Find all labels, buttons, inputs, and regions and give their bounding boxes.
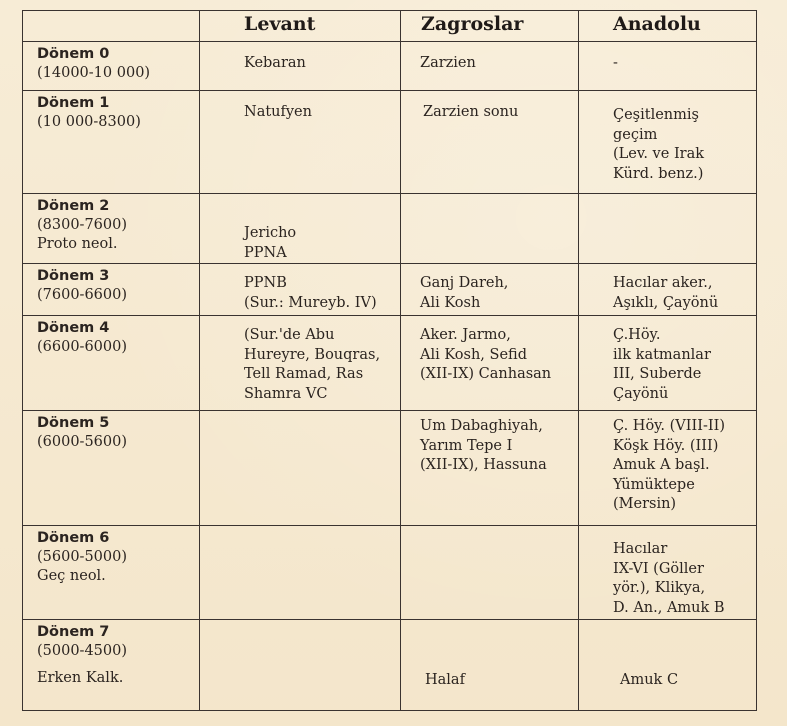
levant-cell: [200, 316, 401, 411]
zagroslar-site-text: Um Dabaghiyah,: [420, 418, 543, 434]
period-cell: [23, 194, 200, 264]
levant-cell: [200, 91, 401, 194]
table-body: [23, 42, 757, 711]
zagroslar-site-text: Yarım Tepe I: [420, 437, 513, 454]
anadolu-cell: [579, 91, 757, 194]
period-cell: [23, 42, 200, 91]
anadolu-site-text: Hacılar aker.,: [613, 275, 713, 291]
anadolu-site-text: Ç.Höy.: [613, 327, 661, 343]
zagroslar-cell: [401, 316, 579, 411]
levant-cell: [200, 194, 401, 264]
levant-cell: [200, 526, 401, 620]
period-detail: (7600-6600): [37, 287, 128, 303]
period-detail: (5000-4500): [37, 643, 128, 659]
anadolu-site-text: -: [613, 55, 618, 71]
period-cell: [23, 526, 200, 620]
table-row: [23, 316, 757, 411]
period-detail: Erken Kalk.: [37, 670, 124, 686]
period-name: Dönem 7: [37, 624, 110, 640]
anadolu-site-text: Yümüktepe: [613, 476, 695, 493]
anadolu-site-text: IX-VI (Göller: [613, 560, 704, 577]
period-name: Dönem 3: [37, 268, 110, 284]
anadolu-cell: [579, 264, 757, 316]
anadolu-site-text: Köşk Höy. (III): [613, 437, 719, 454]
anadolu-site-text: Çeşitlenmiş: [613, 107, 699, 123]
zagroslar-cell: [401, 526, 579, 620]
anadolu-cell: [579, 620, 757, 711]
anadolu-cell: [579, 411, 757, 526]
zagroslar-cell: [401, 194, 579, 264]
period-name: Dönem 5: [37, 415, 110, 431]
zagroslar-cell: [401, 264, 579, 316]
table-row: [23, 620, 757, 711]
period-detail: Proto neol.: [37, 236, 118, 252]
anadolu-site-text: (Mersin): [613, 496, 677, 512]
period-name: Dönem 1: [37, 95, 110, 111]
anadolu-site-text: yör.), Klikya,: [613, 580, 706, 596]
levant-site-text: Jericho: [244, 225, 297, 241]
anadolu-site-text: geçim: [613, 126, 658, 143]
anadolu-site-text: ilk katmanlar: [613, 346, 711, 363]
header-levant: Levant: [200, 11, 401, 42]
period-detail: (10 000-8300): [37, 114, 141, 130]
zagroslar-cell: [401, 620, 579, 711]
levant-cell: [200, 411, 401, 526]
period-detail: (6000-5600): [37, 434, 128, 450]
zagroslar-cell: [401, 42, 579, 91]
zagroslar-site-text: Halaf: [425, 672, 465, 688]
levant-cell: [200, 264, 401, 316]
header-anadolu: Anadolu: [579, 11, 757, 42]
zagroslar-site-text: (XII-IX) Canhasan: [420, 366, 552, 382]
period-detail: (8300-7600): [37, 217, 128, 233]
zagroslar-site-text: Ganj Dareh,: [420, 275, 509, 291]
period-detail: (14000-10 000): [37, 65, 151, 81]
zagroslar-site-text: Zarzien: [420, 55, 476, 71]
table-row: [23, 194, 757, 264]
period-detail: Geç neol.: [37, 568, 106, 584]
zagroslar-site-text: Ali Kosh: [420, 294, 481, 311]
anadolu-cell: [579, 526, 757, 620]
anadolu-site-text: D. An., Amuk B: [613, 599, 725, 616]
levant-cell: [200, 42, 401, 91]
anadolu-site-text: Aşıklı, Çayönü: [613, 294, 719, 311]
levant-site-text: Kebaran: [244, 55, 306, 71]
period-cell: [23, 91, 200, 194]
header-row: [23, 11, 757, 42]
zagroslar-cell: [401, 411, 579, 526]
anadolu-site-text: Çayönü: [613, 385, 669, 402]
period-cell: [23, 264, 200, 316]
anadolu-site-text: Amuk C: [620, 672, 679, 688]
anadolu-cell: [579, 42, 757, 91]
anadolu-site-text: Kürd. benz.): [613, 165, 704, 182]
period-cell: [23, 411, 200, 526]
levant-site-text: (Sur.: Mureyb. IV): [244, 294, 377, 311]
levant-site-text: Tell Ramad, Ras: [244, 366, 364, 382]
levant-site-text: (Sur.'de Abu: [244, 327, 335, 343]
period-cell: [23, 316, 200, 411]
table-row: [23, 411, 757, 526]
anadolu-site-text: Hacılar: [613, 541, 668, 557]
anadolu-site-text: III, Suberde: [613, 366, 702, 382]
table-row: [23, 526, 757, 620]
zagroslar-site-text: Aker. Jarmo,: [420, 327, 511, 343]
period-name: Dönem 2: [37, 198, 110, 214]
anadolu-site-text: Ç. Höy. (VIII-II): [613, 418, 725, 434]
levant-site-text: PPNA: [244, 244, 287, 261]
levant-site-text: Natufyen: [244, 104, 312, 120]
zagroslar-site-text: Zarzien sonu: [423, 104, 519, 120]
period-name: Dönem 4: [37, 320, 110, 336]
period-detail: (6600-6000): [37, 339, 128, 355]
header-zagroslar: Zagroslar: [401, 11, 579, 42]
anadolu-cell: [579, 194, 757, 264]
levant-site-text: Hureyre, Bouqras,: [244, 346, 381, 363]
chronology-table: [22, 10, 757, 711]
table-row: [23, 42, 757, 91]
header-empty-cell: [23, 11, 200, 42]
period-name: Dönem 6: [37, 530, 110, 546]
zagroslar-cell: [401, 91, 579, 194]
table-row: [23, 264, 757, 316]
zagroslar-site-text: (XII-IX), Hassuna: [420, 457, 547, 473]
period-name: Dönem 0: [37, 46, 110, 62]
table-row: [23, 91, 757, 194]
period-detail: (5600-5000): [37, 549, 128, 565]
period-cell: [23, 620, 200, 711]
levant-site-text: Shamra VC: [244, 385, 328, 402]
levant-site-text: PPNB: [244, 275, 287, 291]
anadolu-cell: [579, 316, 757, 411]
levant-cell: [200, 620, 401, 711]
anadolu-site-text: (Lev. ve Irak: [613, 146, 705, 162]
anadolu-site-text: Amuk A başl.: [613, 457, 710, 473]
zagroslar-site-text: Ali Kosh, Sefid: [420, 346, 527, 363]
